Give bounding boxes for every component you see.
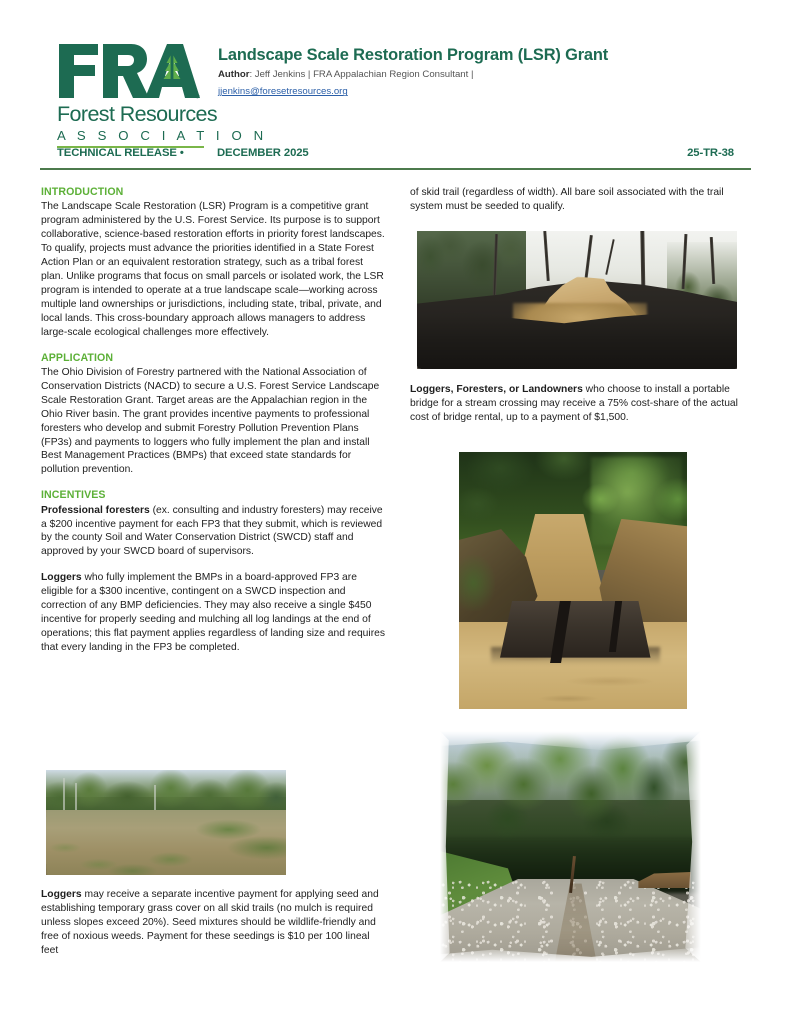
- author-line: [218, 68, 738, 82]
- incentive-paragraph-loggers-bmp: [41, 571, 386, 655]
- release-code: 25-TR-38: [687, 147, 734, 159]
- application-paragraph: The Ohio Division of Forestry partnered with the National Association of Conservation Districts (NACD) to secure a U.S. Forest Service Landscape Scale Restoration Grant. Target areas are the Appalachian region in the Ohio River basin. The grant provides incentive payments to professional foresters who develop and submit Forestry Pollution Prevention Plans (FP3s) and payments to loggers who fully implement the plan and install Best Management Practices (BMPs) that exceed state standards for pollution prevention.: [41, 366, 380, 476]
- section-heading-application: APPLICATION: [41, 351, 114, 364]
- author-detail: : Jeff Jenkins | FRA Appalachian Region Consultant |: [249, 68, 474, 80]
- release-row: [57, 147, 734, 163]
- fra-logo-name-line2: A S S O C I A T I O N: [57, 127, 268, 143]
- header-divider: [40, 168, 751, 170]
- incentive-body-foresters: (ex. consulting and industry foresters) may receive a $200 incentive payment for each FP3 that they submit, which is reviewed by the county Soil and Water Conservation District (SWCD) staff and approved by your SWCD board of supervisors.: [41, 504, 383, 558]
- introduction-paragraph: The Landscape Scale Restoration (LSR) Program is a competitive grant program administered by the U.S. Forest Service. Its purpose is to support collaborative, science-based restoration efforts in priority forest landscapes. To qualify, projects must advance the priorities identified in a State Forest Action Plan or an equivalent restoration strategy, such as a tribal forest plan. Unlike programs that focus on small parcels or isolated work, the LSR program is intended to operate at a true landscape scale—working across multiple land ownerships or jurisdictions, including state, tribal, private, and local lands. This cross-boundary approach allows managers to address large-scale ecological challenges more effectively.: [41, 201, 385, 338]
- incentive-lead-loggers-seeding: Loggers: [41, 889, 82, 900]
- incentive-lead-loggers-bmp: Loggers: [41, 572, 82, 584]
- page-title: Landscape Scale Restoration Program (LSR) Grant: [218, 46, 609, 64]
- right-column: [410, 186, 755, 226]
- bridge-lead: Loggers, Foresters, or Landowners: [410, 384, 583, 395]
- fra-logomark-icon: [57, 42, 200, 100]
- photo-portable-bridge: [459, 452, 687, 709]
- section-heading-incentives: INCENTIVES: [41, 489, 106, 502]
- section-heading-introduction: INTRODUCTION: [41, 186, 124, 198]
- tree-trunk: [154, 785, 156, 812]
- incentive-body-loggers-seeding: may receive a separate incentive payment for applying seed and establishing temporary grass cover on all skid trails (no mulch is required unless slopes exceed 20%). Seed mixtures should be wildlife-friendly and free of noxious weeds. Payment for these seedings is $10 per 100 lineal feet: [41, 889, 379, 956]
- logging-slash-layer: [417, 314, 737, 369]
- document-header: [0, 0, 791, 172]
- soil-texture-layer: [46, 810, 286, 875]
- release-date: DECEMBER 2025: [217, 147, 309, 159]
- fra-logo-name-line1: Forest Resources: [57, 102, 218, 126]
- left-vegetation-layer: [459, 555, 495, 612]
- photo-seeded-landing: [46, 770, 286, 875]
- incentive-paragraph-foresters: [41, 504, 386, 560]
- incentive-lead-foresters: Professional foresters: [41, 504, 150, 516]
- bridge-paragraph: [410, 383, 755, 425]
- tree-trunk: [63, 778, 65, 814]
- incentive-body-loggers-bmp: who fully implement the BMPs in a board-approved FP3 are eligible for a $300 incentive, contingent on a SWCD inspection and correction of any BMP deficiencies. They may also receive a single $450 incentive for properly seeding and mulching all log landings at the end of operations; this flat payment applies regardless of landing size and requires that every landing in the FP3 be completed.: [41, 572, 386, 654]
- bridge-body: who choose to install a portable bridge for a stream crossing may receive a 75% cost-share of the actual cost of bridge rental, up to a payment of $1,500.: [410, 384, 738, 423]
- photo-skid-trail: [417, 231, 737, 369]
- photo-skid-trail-scene: [417, 231, 737, 369]
- author-email-link[interactable]: jjenkins@foresetresources.org: [218, 86, 348, 98]
- continued-paragraph: of skid trail (regardless of width). All bare soil associated with the trail system must be seeded to qualify.: [410, 187, 724, 212]
- title-block: [218, 46, 738, 99]
- photo-gravel-landing: [440, 731, 701, 962]
- left-column: [41, 186, 386, 667]
- left-column-lower: [41, 888, 386, 958]
- author-label: Author: [218, 68, 250, 80]
- photo-seeded-landing-scene: [46, 770, 286, 875]
- right-column-bridge-text: [410, 383, 755, 437]
- fra-logomark: [57, 42, 200, 100]
- photo-portable-bridge-scene: [459, 452, 687, 709]
- incentive-paragraph-loggers-seeding: [41, 888, 386, 958]
- photo-gravel-landing-scene: [440, 731, 701, 962]
- release-label: TECHNICAL RELEASE •: [57, 147, 184, 159]
- portable-bridge-deck: [500, 601, 650, 658]
